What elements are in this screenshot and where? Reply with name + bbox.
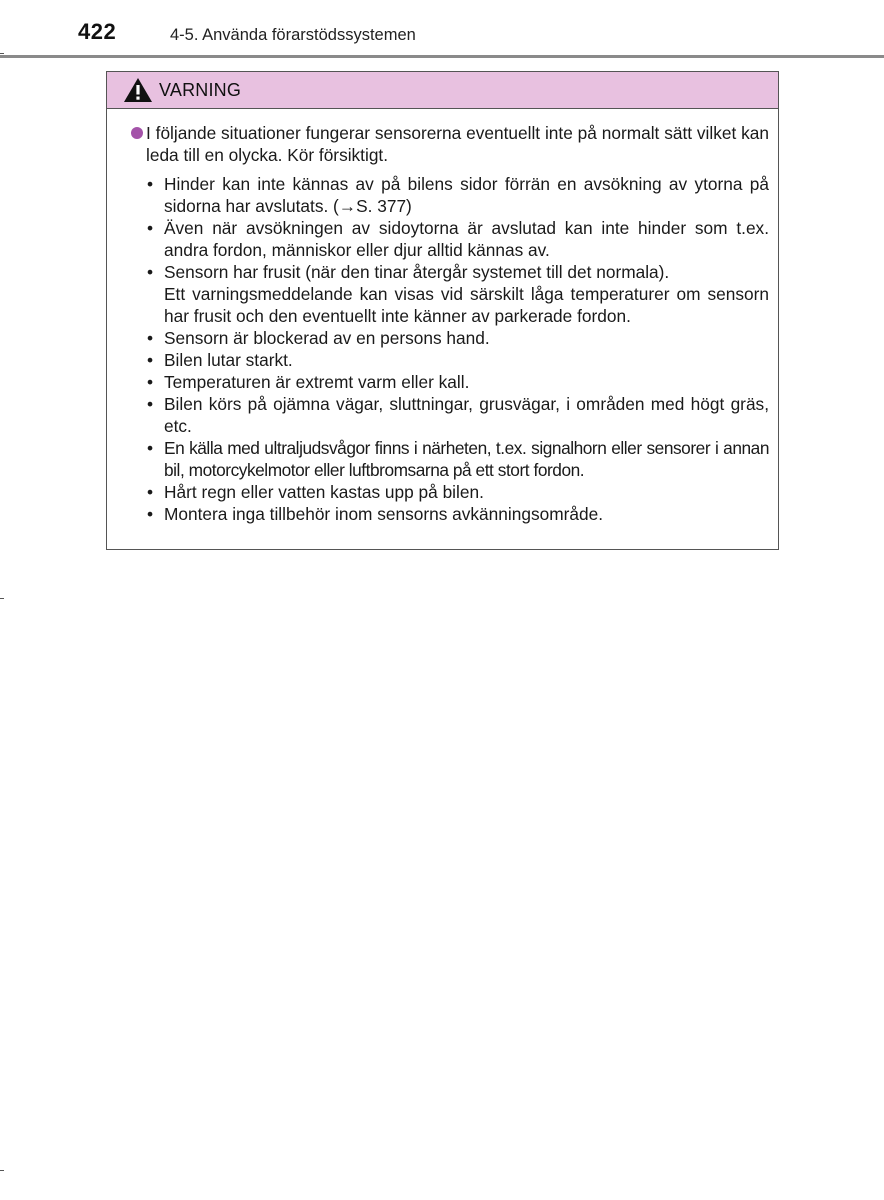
list-item: [147, 217, 769, 261]
purple-bullet-icon: [131, 127, 143, 139]
list-item: [147, 327, 769, 349]
page-number: 422: [78, 19, 117, 44]
bullet-icon: •: [147, 350, 154, 370]
warning-intro: [131, 122, 769, 166]
list-item-text: Hårt regn eller vatten kastas upp på bilen.: [164, 482, 484, 502]
bullet-icon: •: [147, 372, 154, 392]
list-item: [147, 437, 769, 481]
list-item-text: Även när avsökningen av sidoytorna är avslutad kan inte hinder som t.ex. andra fordon, människor eller djur alltid kännas av.: [164, 218, 769, 260]
bullet-icon: •: [147, 262, 154, 282]
warning-body: [107, 109, 778, 525]
list-item: [147, 173, 769, 217]
warning-triangle-icon: [123, 76, 155, 104]
bullet-icon: •: [147, 482, 154, 502]
warning-box: [106, 71, 779, 550]
bullet-icon: •: [147, 504, 154, 524]
condition-list: [131, 173, 769, 525]
list-item: [147, 481, 769, 503]
list-item: [147, 393, 769, 437]
bullet-icon: •: [147, 218, 154, 238]
bullet-icon: •: [147, 438, 154, 458]
list-item-text: Temperaturen är extremt varm eller kall.: [164, 372, 470, 392]
list-item-text: Hinder kan inte kännas av på bilens sidor förrän en avsökning av ytorna på sidorna har avslutats. (→S. 377): [164, 174, 769, 216]
list-item-text: Bilen lutar starkt.: [164, 350, 293, 370]
list-item-text: Sensorn har frusit (när den tinar återgår systemet till det normala).: [164, 262, 670, 282]
warning-header: [107, 72, 778, 109]
list-item-extra-text: Ett varningsmeddelande kan visas vid särskilt låga temperaturer om sensorn har frusit och den eventuellt inte känner av parkerade fordon.: [164, 284, 769, 326]
list-item: [147, 503, 769, 525]
crop-mark-middle: [0, 598, 4, 599]
crop-mark-top: [0, 53, 4, 54]
list-item-text: Bilen körs på ojämna vägar, sluttningar, grusvägar, i områden med högt gräs, etc.: [164, 394, 769, 436]
bullet-icon: •: [147, 174, 154, 194]
list-item: [147, 371, 769, 393]
list-item-text: Sensorn är blockerad av en persons hand.: [164, 328, 490, 348]
header-rule: [0, 55, 884, 58]
list-item-text: Montera inga tillbehör inom sensorns avkänningsområde.: [164, 504, 603, 524]
list-item-text: En källa med ultraljudsvågor finns i närheten, t.ex. signalhorn eller sensorer i annan bil, motorcykelmotor eller luftbromsarna på ett stort fordon.: [164, 438, 769, 480]
list-item: [147, 261, 769, 327]
section-title: 4-5. Använda förarstödssystemen: [170, 26, 416, 44]
warning-intro-text: I följande situationer fungerar sensorerna eventuellt inte på normalt sätt vilket kan leda till en olycka. Kör försiktigt.: [146, 123, 769, 165]
bullet-icon: •: [147, 394, 154, 414]
list-item: [147, 349, 769, 371]
bullet-icon: •: [147, 328, 154, 348]
warning-title: VARNING: [159, 79, 242, 100]
list-item-text-block: [164, 261, 769, 327]
crop-mark-bottom: [0, 1170, 4, 1171]
